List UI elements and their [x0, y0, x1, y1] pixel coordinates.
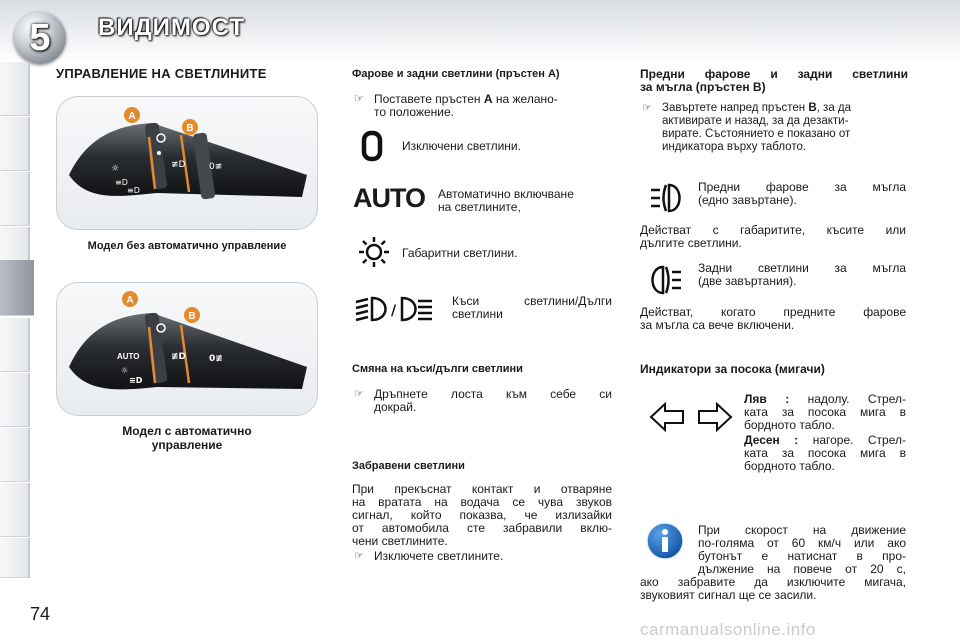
text-line: нагоре. Стрел-	[798, 433, 907, 447]
text-line: дължение на повече от 20 с,	[698, 562, 906, 576]
chapter-badge	[14, 12, 66, 64]
beam-text	[452, 295, 612, 321]
heading-line: Предни фарове и задни светлини	[640, 67, 908, 81]
stalk-photo-manual	[56, 96, 318, 230]
svg-text:≡D: ≡D	[115, 178, 128, 187]
ring-label: B	[808, 102, 817, 114]
text-line: Автоматично включване	[438, 187, 574, 201]
chapter-number: 5	[29, 17, 51, 59]
heading-forgotten-lights: Забравени светлини	[352, 460, 465, 472]
bullet-text: Завъртете напред пръстен	[662, 102, 809, 114]
info-text-bottom	[640, 576, 906, 602]
light-stalk-illustration	[57, 97, 318, 230]
heading-fog-lamps	[640, 68, 908, 94]
svg-text:≢D: ≢D	[171, 352, 187, 362]
text-line: При прекъснат контакт и отваряне	[352, 482, 612, 496]
text-line: дългите светлини.	[640, 236, 742, 250]
chapter-tab[interactable]	[0, 428, 30, 482]
heading-indicators: Индикатори за посока (мигачи)	[640, 362, 825, 376]
ring-a-marker: A	[126, 295, 134, 306]
light-stalk-auto-illustration	[57, 283, 318, 416]
text-line: бутонът е натиснат в про-	[698, 549, 906, 563]
forgotten-lights-section	[352, 460, 612, 563]
ring-a-marker: A	[128, 111, 136, 122]
svg-text:≢D: ≢D	[171, 160, 186, 170]
text-line: бордното табло.	[744, 459, 835, 473]
svg-text:0≢: 0≢	[209, 162, 223, 172]
auto-lights-text	[438, 188, 574, 214]
text-line: надолу. Стрел-	[789, 392, 906, 406]
rear-fog-title	[698, 262, 906, 288]
text-line: Къси светлини/Дълги	[452, 294, 612, 308]
text-line: Действат, когато предните фарове	[640, 305, 906, 319]
chapter-tab[interactable]	[0, 62, 30, 116]
chapter-title: ВИДИМОСТ	[98, 14, 245, 41]
text-line: от автомобила сте забравили вклю-	[352, 521, 612, 535]
bullet-pull-stalk	[352, 388, 612, 414]
chapter-tabs	[0, 62, 34, 580]
svg-text:≡D: ≡D	[127, 186, 140, 195]
bullet-text: , за да	[816, 102, 852, 114]
middle-column-top	[352, 68, 612, 119]
side-lights-icon	[356, 234, 392, 270]
text-line: сигнал, който показва, че излизайки	[352, 508, 612, 522]
bullet-text: докрай.	[374, 400, 417, 414]
text-line: светлини	[452, 307, 503, 321]
section-title: УПРАВЛЕНИЕ НА СВЕТЛИНИТЕ	[56, 66, 267, 81]
indicator-left-text	[744, 393, 906, 432]
side-lights-text: Габаритни светлини.	[402, 246, 518, 260]
rear-fog-description	[640, 306, 906, 332]
text-line: Действат с габаритите, късите или	[640, 223, 906, 237]
info-icon	[644, 520, 686, 562]
left-label: Ляв :	[744, 392, 790, 406]
caption-line: Модел с автоматично	[122, 424, 252, 438]
chapter-tab[interactable]	[0, 483, 30, 537]
info-text-top	[698, 524, 906, 576]
text-line: (едно завъртане).	[698, 193, 797, 207]
ring-b-marker: B	[186, 123, 194, 134]
chapter-tab[interactable]	[0, 538, 30, 578]
lights-off-icon	[352, 128, 392, 164]
chapter-tab[interactable]	[0, 117, 30, 171]
text-line: ако забравите да изключите мигача,	[640, 575, 906, 589]
svg-text:/: /	[391, 303, 397, 319]
text-line: Задни светлини за мъгла	[698, 261, 906, 275]
bullet-text: вирате. Състоянието е показано от	[662, 128, 851, 140]
bullet-text: активирате и назад, за да дезакти-	[662, 115, 849, 127]
text-line: ката за посока мига в	[744, 446, 906, 460]
heading-line: за мъгла (пръстен B)	[640, 80, 766, 94]
bullet-text: Поставете пръстен	[374, 92, 484, 106]
heading-headlamps: Фарове и задни светлини (пръстен A)	[352, 68, 560, 80]
forgotten-lights-paragraph	[352, 483, 612, 548]
front-fog-description	[640, 224, 906, 250]
text-line: ката за посока мига в	[744, 405, 906, 419]
right-label: Десен :	[744, 433, 799, 447]
bullet-text: то положение.	[374, 105, 454, 119]
dipped-main-beam-icon	[354, 292, 446, 326]
auto-lights-icon: AUTO	[352, 182, 425, 213]
bullet-set-ring-a	[352, 93, 612, 119]
auto-marker: AUTO	[117, 352, 140, 361]
svg-text:≡D: ≡D	[129, 376, 143, 385]
turn-arrows-icon	[646, 400, 736, 434]
front-fog-title	[698, 181, 906, 207]
indicator-right-text	[744, 434, 906, 473]
text-line: (две завъртания).	[698, 274, 797, 288]
svg-text:0≢: 0≢	[209, 354, 223, 364]
chapter-tab[interactable]	[0, 172, 30, 226]
ring-label: A	[483, 92, 493, 106]
bullet-text: индикатора върху таблото.	[662, 141, 807, 153]
watermark: carmanualsonline.info	[640, 620, 816, 639]
text-line: бордното табло.	[744, 418, 835, 432]
photo-caption-manual: Модел без автоматично управление	[87, 240, 287, 252]
chapter-tab-active[interactable]	[0, 260, 34, 316]
bullet-switch-off: ☞ Изключете светлините.	[352, 550, 612, 563]
page-number: 74	[30, 604, 51, 624]
photo-caption-auto	[56, 424, 318, 452]
text-line: Предни фарове за мъгла	[698, 180, 906, 194]
bullet-text: ☞ Дръпнете лоста към себе си	[374, 387, 612, 401]
rear-fog-icon	[646, 262, 686, 298]
front-fog-icon	[646, 180, 686, 216]
heading-beam-change: Смяна на къси/дълги светлини	[352, 363, 523, 375]
right-column-top	[640, 68, 908, 154]
text-line: по-голяма от 60 км/ч или ако	[698, 536, 906, 550]
bullet-turn-ring-b	[640, 102, 908, 154]
ring-b-marker: B	[188, 311, 196, 322]
chapter-tab[interactable]	[0, 318, 30, 372]
chapter-tab[interactable]	[0, 373, 30, 427]
caption-line: управление	[151, 438, 223, 452]
text-line: чени светлините.	[352, 534, 448, 548]
text-line: на вратата на водача се чува звуков	[352, 495, 612, 509]
bullet-text: на желано-	[492, 92, 558, 106]
beam-change-section	[352, 363, 612, 414]
text-line: на светлините,	[438, 200, 521, 214]
indicators-section	[640, 363, 906, 376]
text-line: При скорост на движение	[698, 523, 906, 537]
text-line: звуковият сигнал ще се засили.	[640, 588, 817, 602]
lights-off-text: Изключени светлини.	[402, 139, 521, 153]
svg-text:☼: ☼	[121, 366, 129, 375]
svg-text:☼: ☼	[111, 164, 120, 174]
text-line: за мъгла са вече включени.	[640, 318, 795, 332]
stalk-photo-auto	[56, 282, 318, 416]
